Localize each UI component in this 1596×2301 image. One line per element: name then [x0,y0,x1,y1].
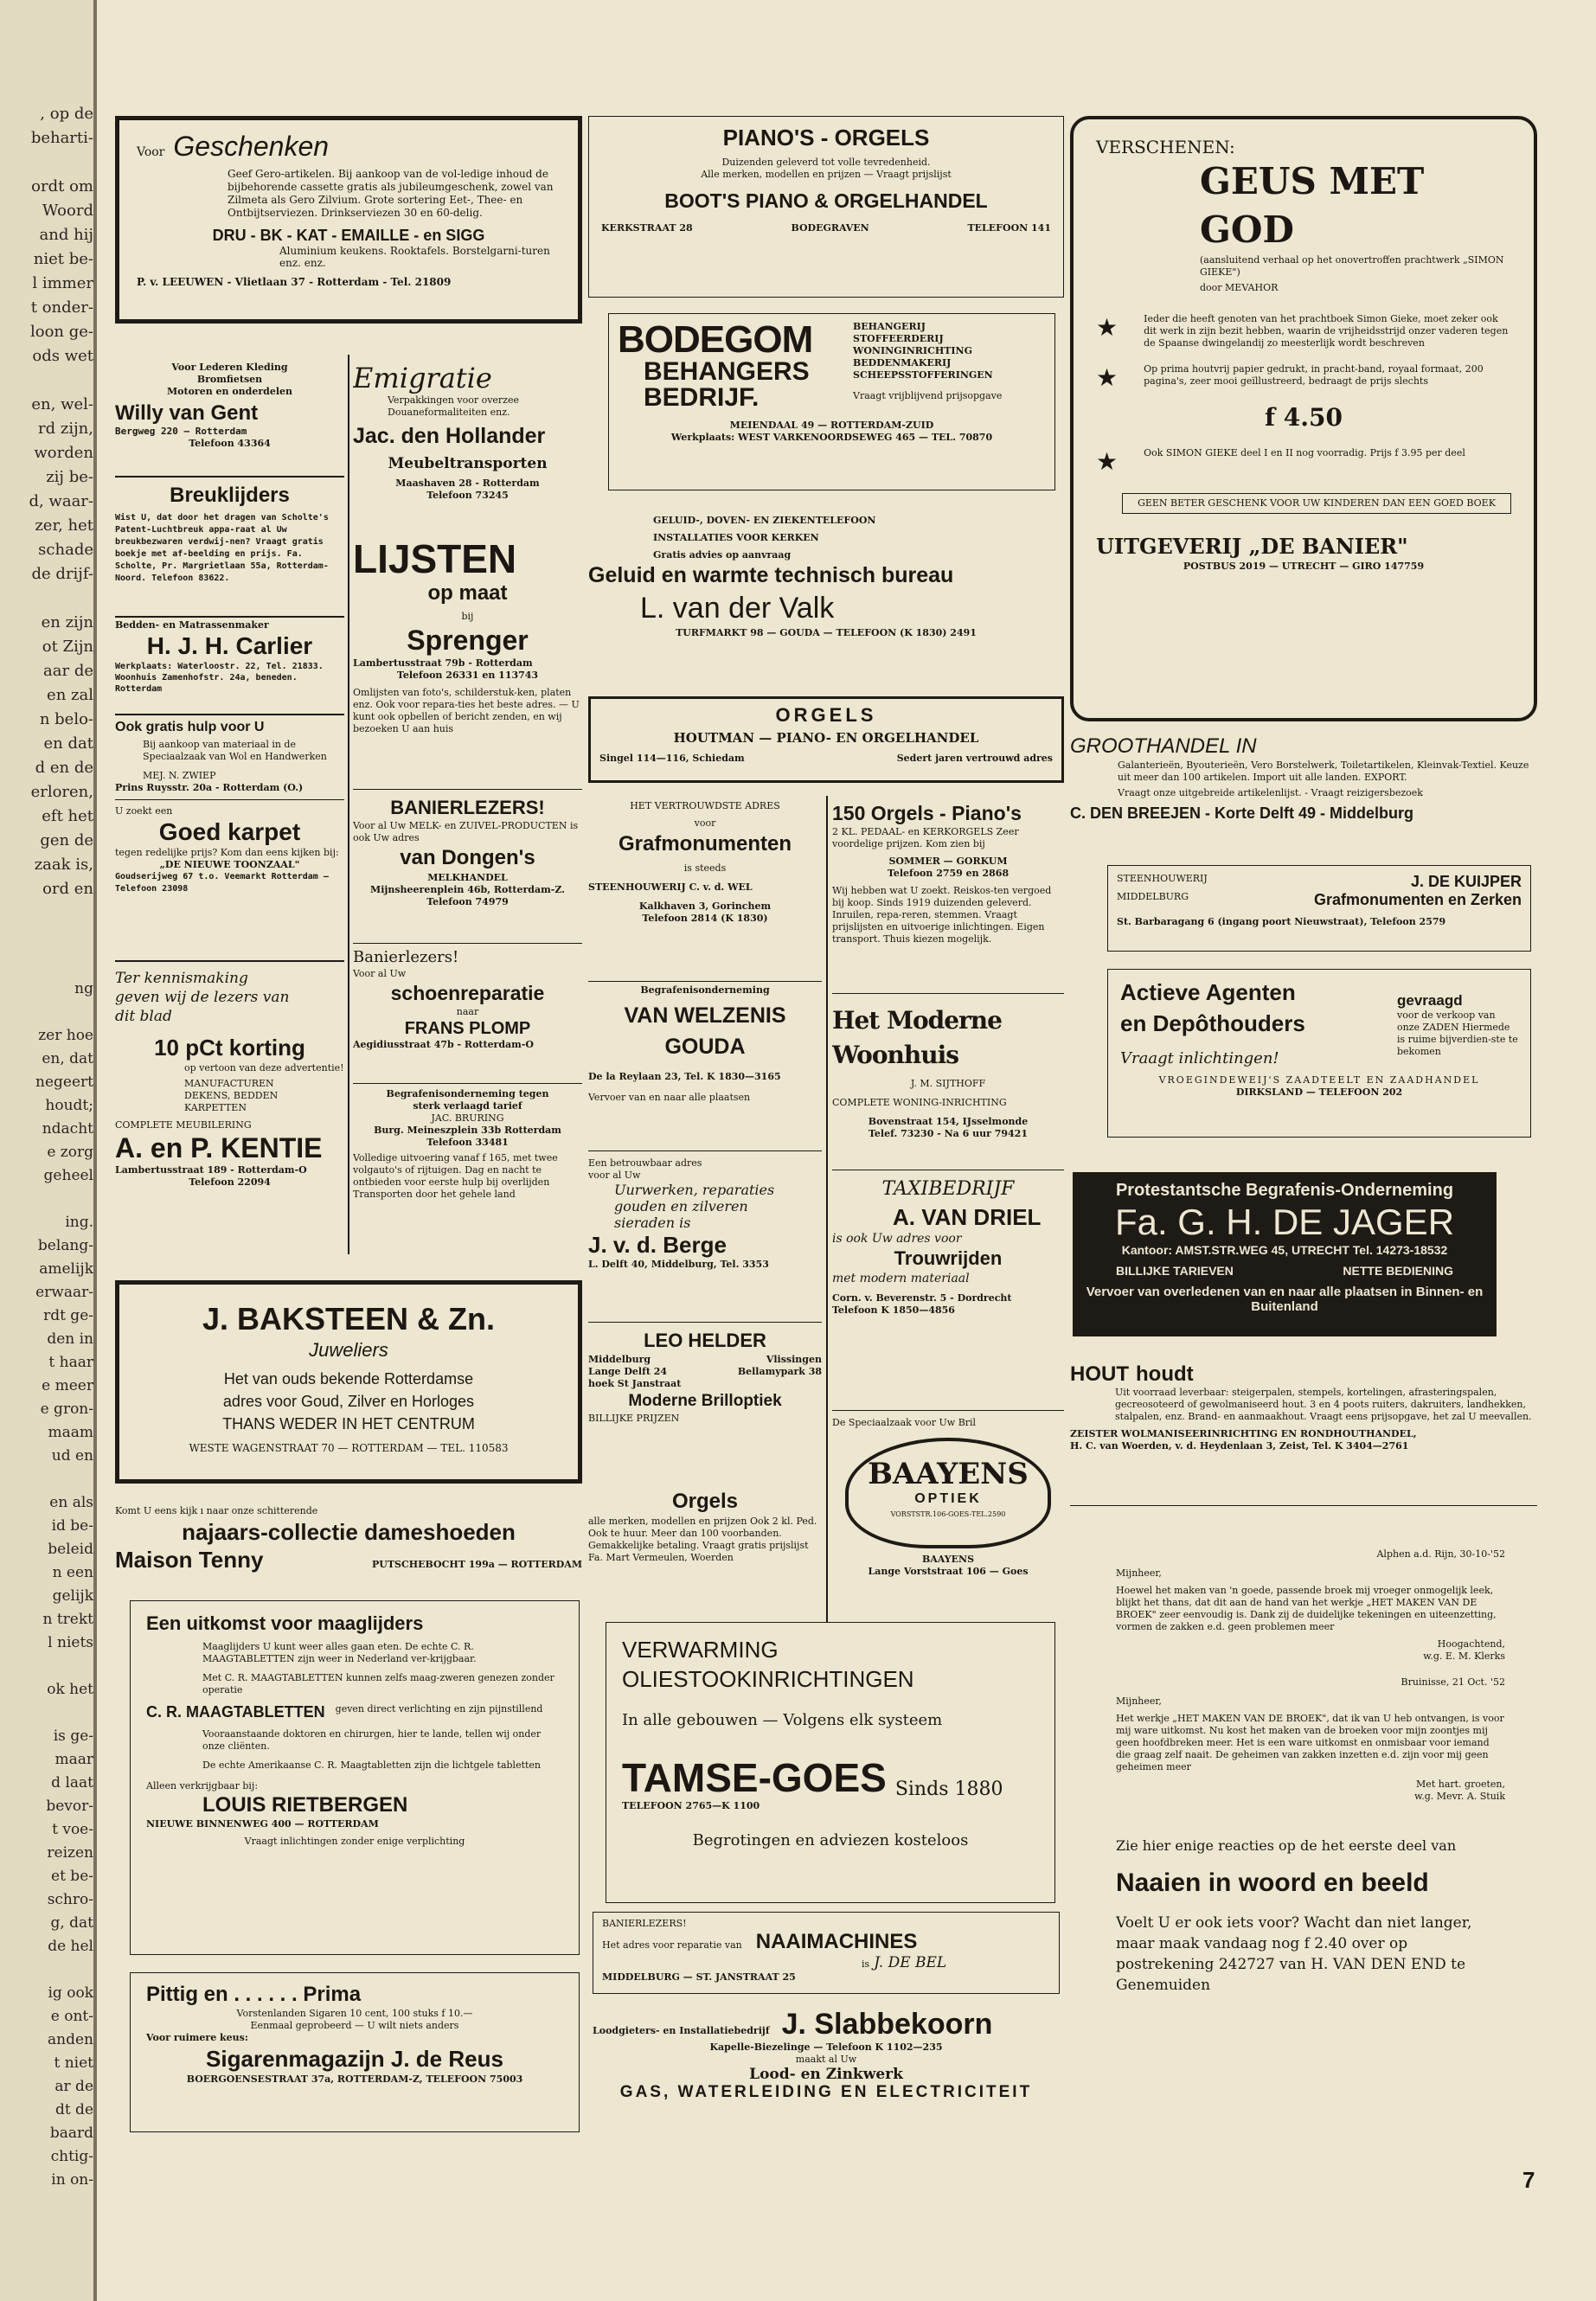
ad-line: Gratis advies op aanvraag [653,549,792,561]
star-icon: ★ [1096,363,1118,392]
ad-van-der-valk [588,515,1064,679]
previous-page-text-lower: ng zer hoe en, dat negeert houdt; ndacht e zorg geheel ing. belang- amelijk erwaar- rdt ge- den in t haar e meer e gron- maam ud en en als id be- beleid n een gelijk n trekt l niets ok het is ge- maar d laat bevor- t voe- reizen et be- schro- g, dat de hel ig ook e ont- anden t niet ar de dt de baard chtig- in on- [35,980,93,2189]
ad-footer: GAS, WATERLEIDING EN ELECTRICITEIT [619,2083,1033,2101]
ad-title: Geschenken [173,131,330,162]
ad-phone: Telefoon 73245 [426,490,509,501]
ad-line: VERSCHENEN: [1096,137,1235,157]
ad-since: Sinds 1880 [894,1779,1003,1800]
ad-title: Een uitkomst voor maaglijders [146,1612,424,1634]
ad-name: LEO HELDER [644,1330,766,1351]
ad-title: GROOTHANDEL IN [1070,734,1257,758]
ad-naaimachines [593,1912,1060,1994]
letter-signature: w.g. Mevr. A. Stuik [1414,1791,1505,1802]
ad-body: Vooraanstaande doktoren en chirurgen, hier te lande, tellen wij onder onze cliënten. [202,1728,542,1752]
ad-title: GEUS MET GOD [1200,160,1425,251]
ad-line: Begrafenisonderneming [640,984,770,996]
logo-text: BEDRIJF. [644,383,760,412]
ad-title: Willy van Gent [115,401,259,425]
ad-name: J. DE KUIJPER [1410,873,1522,890]
ad-name: ZEISTER WOLMANISEERINRICHTING EN RONDHOUTHANDEL, [1070,1428,1417,1439]
ad-address: Corn. v. Beverenstr. 5 - Dordrecht [832,1292,1012,1304]
ad-name: MEJ. N. ZWIEP [143,770,216,781]
ad-address: De la Reylaan 23, Tel. K 1830—3165 [588,1071,781,1082]
ad-footer: Vervoer van en naar alle plaatsen [588,1092,751,1103]
ad-name: Sprenger [407,625,529,656]
ad-city: MIDDELBURG [1117,891,1189,902]
divider [115,476,344,478]
ad-line: gevraagd [1397,992,1463,1009]
ad-line: sieraden is [614,1215,691,1231]
ad-phone: TELEFOON 141 [967,222,1051,234]
ad-price: f 4.50 [1265,403,1343,432]
ad-van-welzenis [588,984,822,1127]
ad-address: hoek St Janstraat [588,1378,682,1389]
ad-leo-helder [588,1328,822,1458]
ad-products: DRU - BK - KAT - EMAILLE - en SIGG [212,227,485,244]
divider [353,943,582,944]
ad-title: Goed karpet [158,818,301,845]
ad-name: J. BAKSTEEN & Zn. [202,1301,496,1336]
divider [588,981,822,982]
logo-text: BEHANGERS [644,357,810,386]
ad-footer: Vraagt inlichtingen zonder enige verplichting [244,1836,465,1847]
ad-line: Vorstenlanden Sigaren 10 cent, 100 stuks f 10.— [236,2008,473,2019]
ad-groothandel [1070,734,1537,855]
ad-body: 2 KL. PEDAAL- en KERKORGELS Zeer voordelige prijzen. Kom zien bij [832,826,1019,849]
baayens-logo [845,1438,1051,1548]
ad-body: Ook SIMON GIEKE deel I en II nog voorradig. Prijs f 3.95 per deel [1144,447,1465,458]
ad-phone: Telefoon 2759 en 2868 [887,868,1010,879]
ad-geus-met-god [1070,116,1537,721]
logo-sub: OPTIEK [914,1491,982,1506]
ad-de-reus [130,1972,580,2132]
ad-de-kuijper [1107,865,1531,952]
ad-address: H. C. van Woerden, v. d. Heydenlaan 3, Zeist, Tel. K 3404—2761 [1070,1440,1409,1452]
divider [115,799,344,800]
ad-line: Begrafenisonderneming tegen [386,1088,549,1099]
ad-orgels-vermeulen [588,1488,822,1605]
ad-title: 150 Orgels - Piano's [832,802,1022,824]
ad-body: Voelt U er ook iets voor? Wacht dan niet langer, maar maak vandaag nog f 2.40 over op postrekening 242727 van H. VAN DEN END te Genemuiden [1116,1914,1472,1994]
ad-address: POSTBUS 2019 — UTRECHT — GIRO 147759 [1183,561,1425,572]
divider [115,714,344,715]
ad-phone: Telefoon 2814 (K 1830) [642,913,768,924]
ad-slabbekoorn [593,2007,1060,2128]
divider [832,993,1064,994]
ad-address: Singel 114—116, Schiedam [599,753,745,764]
ad-willy-van-gent [115,362,344,470]
ad-service: schoenreparatie [390,982,545,1004]
divider [353,789,582,790]
ad-body: Uit voorraad leverbaar: steigerpalen, stempels, kortelingen, afrasteringspalen, gecreosoteerd of gewolmaniseerd hout. 3 en 4 poots ruiters, dakruiters, landhekken, stalpalen, enz. Brand- en aanmaakhout. Vraagt eens prijsopgave, het zal U meevallen. [1115,1387,1532,1422]
ad-line: bij [461,611,474,622]
ad-title: houdt [1136,1362,1194,1386]
ad-body: De echte Amerikaanse C. R. Maagtabletten zijn die lichtgele tabletten [202,1759,542,1771]
ad-body: Op prima houtvrij papier gedrukt, in pracht-band, royaal formaat, 200 pagina's, zeer mooi geïllustreerd, bedraagt de prijs slechts [1144,363,1484,387]
ad-address: Maashaven 28 - Rotterdam [395,478,540,489]
ad-line: HET VERTROUWDSTE ADRES [630,800,780,811]
ad-line: Bromfietsen [196,374,263,385]
ad-name: J. DE BEL [874,1954,947,1971]
ad-name: A. VAN DRIEL [893,1204,1042,1230]
ad-name: Fa. G. H. DE JAGER [1114,1202,1455,1242]
ad-goed-karpet [115,720,344,979]
ad-line: Bedden- en Matrassenmaker [115,619,269,631]
ad-name: TAMSE-GOES [622,1755,887,1800]
ad-footer: Vervoer van overledenen van en naar alle plaatsen in Binnen- en Buitenland [1086,1285,1484,1314]
ad-body: Omlijsten van foto's, schilderstuk-ken, platen enz. Ook voor repara-ties het beste adres. — U kunt ook opbellen of bericht zenden, en wij bezoeken U aan huis [353,687,580,734]
ad-emigratie [353,362,582,535]
ad-name: Sigarenmagazijn J. de Reus [206,2046,503,2072]
ad-line: NETTE BEDIENING [1343,1264,1453,1278]
ad-sub: MELKHANDEL [427,872,508,883]
ad-tamse-goes [606,1622,1055,1903]
ad-footer: P. v. LEEUWEN - Vlietlaan 37 - Rotterdam - Tel. 21809 [137,276,452,288]
ad-sijthoff [832,1003,1064,1155]
ad-naaien-in-woord-en-beeld [1116,1548,1505,2119]
ad-body: Verpakkingen voor overzee Douaneformaliteiten enz. [388,394,520,418]
ad-name: J. Slabbekoorn [781,2008,993,2041]
ad-address: WESTE WAGENSTRAAT 70 — ROTTERDAM — TEL. 110583 [189,1442,509,1454]
ad-title: Banierlezers! [353,948,459,966]
ad-line: voor al Uw [588,1170,641,1181]
ad-address: St. Barbaragang 6 (ingang poort Nieuwstraat), Telefoon 2579 [1117,916,1446,927]
ad-vroegindeweij [1107,969,1531,1138]
ad-van-driel [832,1176,1064,1332]
ad-name: BOOT'S PIANO & ORGELHANDEL [664,189,988,212]
ad-line: Ook gratis hulp voor U [115,720,265,734]
ad-lijsten [353,536,582,770]
ad-de-jager [1073,1172,1497,1336]
ad-name: C. DEN BREEJEN - Korte Delft 49 - Middelburg [1070,804,1414,822]
ad-service: Lood- en Zinkwerk [749,2066,903,2083]
ad-shop: „DE NIEUWE TOONZAAL" [159,859,300,870]
column-rule [348,355,349,1254]
ad-phone: Telefoon 43364 [189,438,271,449]
ad-line: Loodgieters- en Installatiebedrijf [593,2025,770,2036]
divider [115,616,344,618]
ad-maison-tenny [115,1505,582,1583]
ad-line: Komt U eens kijk ı naar onze schitterende [115,1505,318,1516]
ad-list: BEHANGERIJ STOFFEERDERIJ WONINGINRICHTING BEDDENMAKERIJ SCHEEPSSTOFFERINGEN [853,321,993,381]
letter-closing: Met hart. groeten, [1416,1779,1505,1790]
ad-name: A. en P. KENTIE [115,1132,323,1163]
ad-brand: C. R. MAAGTABLETTEN [146,1703,325,1721]
ad-line: is steeds [683,862,727,874]
ad-title: NAAIMACHINES [755,1930,918,1953]
ad-name: Jac. den Hollander [353,424,546,448]
ad-line: adres voor Goud, Zilver en Horloges [222,1393,475,1410]
ad-name: VAN WELZENIS [624,1003,786,1028]
ad-title: TAXIBEDRIJF [881,1178,1015,1200]
ad-address: Lange Vorststraat 106 — Goes [868,1566,1029,1577]
ad-body: Wij hebben wat U zoekt. Reiskos-ten vergoed bij koop. Sinds 1919 duizenden geleverd. Inruilen, repa-reren, stemmen. Vraagt prijslijsten en uitvoerige inlichtingen. Eigen transport. Thuis kiezen mogelijk. [832,885,1052,945]
ad-address: NIEUWE BINNENWEG 400 — ROTTERDAM [146,1818,379,1830]
logo-text: BAAYENS [868,1457,1029,1491]
ad-body: Wist U, dat door het dragen van Scholte's Patent-Luchtbreuk appa-raat al Uw breukbezwaren verdwij-nen? Vraagt gratis boekje met af-beelding en prijs. Fa. Scholte, Pr. Margrietlaan 55a, Rotterdam-Noord. Telefoon 83622. [115,513,329,583]
ad-name: HOUTMAN — PIANO- EN ORGELHANDEL [673,730,979,746]
ad-publisher: UITGEVERIJ „DE BANIER" [1096,534,1408,559]
ad-address: MIDDELBURG — ST. JANSTRAAT 25 [602,1971,796,1983]
ad-tagline: Sedert jaren vertrouwd adres [896,753,1053,764]
ad-address: TURFMARKT 98 — GOUDA — TELEFOON (K 1830) 2491 [676,627,977,638]
ad-address: L. Delft 40, Middelburg, Tel. 3353 [588,1259,769,1270]
ad-address: Kantoor: AMST.STR.WEG 45, UTRECHT Tel. 14273-18532 [1121,1243,1448,1257]
ad-sub: Meubeltransporten [388,455,548,472]
ad-boots-piano [588,116,1064,298]
ad-van-der-wel [588,800,822,977]
letter-date: Alphen a.d. Rijn, 30-10-'52 [1376,1548,1505,1560]
ad-body: geven direct verlichting en zijn pijnstillend [335,1703,543,1715]
ad-baayens [832,1417,1064,1599]
ad-body: Volledige uitvoering vanaf f 165, met twee volgauto's of rijtuigen. Dag en nacht te ontbieden voor eerste hulp bij overlijden Transporten door het gehele land [353,1152,558,1200]
ad-address: Lambertusstraat 189 - Rotterdam-O [115,1164,307,1176]
ad-voor: Voor [137,145,165,159]
ad-city: Vlissingen [766,1354,822,1365]
ad-body: Voor al Uw MELK- en ZUIVEL-PRODUCTEN is ook Uw adres [353,820,579,843]
ad-address: Goudserijweg 67 t.o. Veemarkt Rotterdam — Telefoon 23098 [115,872,329,894]
ad-sub: (aansluitend verhaal op het onovertroffen prachtwerk „SIMON GIEKE") [1200,254,1504,278]
ad-line: Vraagt vrijblijvend prijsopgave [853,390,1003,401]
ad-line: THANS WEDER IN HET CENTRUM [222,1415,475,1433]
ad-geschenken [115,116,582,324]
ad-name: VROEGINDEWEIJ'S ZAADTEELT EN ZAADHANDEL [1158,1074,1480,1086]
ad-title: HOUT [1070,1362,1129,1386]
ad-address: Prins Ruysstr. 20a - Rotterdam (O.) [115,782,304,793]
ad-phone: Telefoon 26331 en 113743 [396,670,539,681]
ad-name: J. M. SIJTHOFF [910,1078,986,1089]
ad-maagtabletten [130,1600,580,1955]
ad-name: LOUIS RIETBERGEN [202,1793,408,1817]
ad-title: H. J. H. Carlier [146,632,313,659]
ad-bodegom [608,313,1055,490]
ad-name: J. v. d. Berge [588,1232,727,1258]
ad-address: DIRKSLAND — TELEFOON 202 [1235,1086,1403,1098]
ad-line: BANIERLEZERS! [602,1918,687,1929]
ad-address: BOERGOENSESTRAAT 37a, ROTTERDAM-Z, TELEFOON 75003 [186,2073,523,2085]
ad-sub: Juweliers [309,1339,388,1361]
ad-body: Met C. R. MAAGTABLETTEN kunnen zelfs maag-zweren genezen zonder operatie [202,1672,554,1695]
ad-footer: BILLIJKE PRIJZEN [588,1413,680,1424]
ad-line: Protestantsche Begrafenis-Onderneming [1115,1181,1454,1200]
ad-title: PIANO'S - ORGELS [722,125,930,151]
ad-intro: Zie hier enige reacties op de het eerste deel van [1116,1837,1457,1854]
ad-title: Geluid en warmte technisch bureau [588,563,954,587]
ad-phone: Telef. 73230 - Na 6 uur 79421 [869,1128,1028,1139]
ad-line: naar [456,1006,479,1017]
ad-line: INSTALLATIES VOOR KERKEN [653,532,819,543]
ad-title: najaars-collectie dameshoeden [182,1519,516,1545]
ad-line: De Speciaalzaak voor Uw Bril [832,1417,977,1428]
ad-name: JAC. BRURING [431,1112,504,1124]
ad-address: Lange Delft 24 [588,1366,668,1377]
ad-address: KERKSTRAAT 28 [601,222,693,234]
ad-slogan: GEEN BETER GESCHENK VOOR UW KINDEREN DAN EEN GOED BOEK [1138,497,1496,509]
ad-line: Voor al Uw [353,968,407,979]
ad-address: Burg. Meineszplein 33b Rotterdam [374,1125,561,1136]
letter-body: Hoewel het maken van 'n goede, passende broek mij vroeger onmogelijk leek, blijkt het thans, dat dit aan de hand van het werkje „HET MAKEN VAN DE BROEK" zeer eenvoudig is. Dank zij de duidelijke tekeningen en uiteenzetting, vormen de zakken e.d. geen problemen meer [1116,1585,1497,1632]
logo-text: BODEGOM [618,318,813,361]
ad-address: Bergweg 220 — Rotterdam [115,426,247,437]
ad-line: maakt al Uw [795,2054,857,2065]
divider [832,1410,1064,1411]
ad-title: BANIERLEZERS! [390,797,545,818]
ad-line: Vraagt onze uitgebreide artikelenlijst. - Vraagt reizigersbezoek [1118,787,1423,798]
ad-title: Pittig en . . . . . . Prima [146,1983,362,2006]
ad-footer: Begrotingen en adviezen kosteloos [692,1831,969,1849]
ad-address: Mijnsheerenplein 46b, Rotterdam-Z. Telefoon 74979 [370,884,565,907]
previous-page-text-upper: , op de beharti- ordt om Woord and hij niet be- l immer t onder- loon ge- ods wet en, wel- rd zijn, worden zij be- d, waar- zer, het schade de drijf- en zijn ot Zijn aar de en zal n belo- en dat d en de erloren, eft het gen de zaak is, ord en [29,105,93,898]
ad-intro: Ter kennismaking geven wij de lezers van dit blad [115,970,290,1025]
star-icon: ★ [1096,313,1118,342]
divider [588,1150,822,1151]
ad-title: Emigratie [353,362,492,394]
divider [353,1083,582,1084]
letter-signature: w.g. E. M. Klerks [1423,1650,1505,1662]
previous-page-margin [0,0,97,2301]
ad-address: Bellamypark 38 [737,1366,822,1377]
ad-line: Motoren en onderdelen [166,386,293,397]
ad-line: Vraagt inlichtingen! [1120,1049,1279,1067]
ad-line: STEENHOUWERIJ [1117,873,1208,884]
ad-frans-plomp [353,947,582,1068]
ad-body: Werkplaats: Waterloostr. 22, Tel. 21833. Woonhuis Zamenhofstr. 24a, beneden. Rotterdam [115,662,324,694]
ad-address: MEIENDAAL 49 — ROTTERDAM-ZUID [729,420,934,431]
ad-name: Maison Tenny [115,1547,264,1573]
ad-line: GELUID-, DOVEN- EN ZIEKENTELEFOON [653,515,876,526]
ad-line: Het van ouds bekende Rotterdamse [223,1370,474,1388]
ad-list: MANUFACTUREN DEKENS, BEDDEN KARPETTEN [184,1078,279,1113]
ad-baksteen [115,1280,582,1484]
ad-sub: Grafmonumenten en Zerken [1313,891,1522,908]
ad-address: Kalkhaven 3, Gorinchem [638,901,772,912]
ad-title: Het Moderne Woonhuis [832,1006,1002,1069]
ad-city: GOUDA [664,1035,746,1059]
ad-name: L. van der Valk [640,592,835,625]
ad-line: U zoekt een [115,805,173,817]
ad-city: Middelburg [588,1354,651,1365]
letter-greeting: Mijnheer, [1116,1567,1162,1579]
ad-sub: op vertoon van deze advertentie! [184,1062,344,1074]
ad-title: Orgels [671,1490,739,1513]
ad-line: COMPLETE MEUBILERING [115,1119,252,1131]
ad-line: In alle gebouwen — Volgens elk systeem [622,1711,943,1729]
ad-line: Alle merken, modellen en prijzen — Vraagt prijslijst [701,169,952,180]
ad-line: Uurwerken, reparaties [614,1182,775,1198]
ad-address: Bovenstraat 154, IJsselmonde [868,1116,1029,1127]
ad-service: Trouwrijden [894,1247,1003,1269]
ad-city: BODEGRAVEN [791,222,869,234]
ad-title: 10 pCt korting [154,1035,305,1061]
ad-line: Voor ruimere keus: [146,2032,248,2043]
divider [588,1322,822,1323]
ad-address: Lambertusstraat 79b - Rotterdam [353,657,533,669]
ad-sub: op maat [427,581,508,605]
ad-line: sterk verlaagd tarief [413,1100,522,1112]
letter-date: Bruinisse, 21 Oct. '52 [1401,1676,1505,1688]
ad-title: en Depôthouders [1120,1010,1305,1036]
ad-line: Eenmaal geprobeerd — U wilt niets anders [250,2020,459,2031]
ad-title: Naaien in woord en beeld [1116,1868,1429,1897]
ad-body: Galanterieën, Byouterieën, Vero Borstelwerk, Toiletartikelen, Kleinvak-Textiel. Keuze uit meer dan 100 artikelen. Import uit alle landen. EXPORT. [1118,760,1529,783]
ad-body: Geef Gero-artikelen. Bij aankoop van de vol-ledige inhoud de bijbehorende cassette gratis als jubileumgeschenk, zowel van Zilmeta als Gero Zilvium. Grote sortering Eet-, Thee- en Ontbijtserviezen. Drinkserviezen 30 en 60-delig. [228,168,554,219]
divider [115,960,344,962]
ad-title: VERWARMING OLIESTOOKINRICHTINGEN [622,1637,914,1692]
ad-name: SOMMER — GORKUM [888,856,1008,867]
ad-address: Kapelle-Biezelinge — Telefoon K 1102—235 [709,2041,943,2053]
ad-sub: COMPLETE WONING-INRICHTING [832,1097,1007,1108]
ad-line: Het adres voor reparatie van [602,1939,742,1951]
logo-ring-text: VORSTSTR.106-GOES-TEL.2590 [890,1510,1006,1518]
ad-body: tegen redelijke prijs? Kom dan eens kijken bij: [115,847,339,858]
ad-author: door MEVAHOR [1200,282,1279,293]
ad-line: is [862,1958,870,1970]
ad-line: is ook Uw adres voor [832,1232,962,1246]
page-number: 7 [1522,2167,1535,2193]
ad-title: Breuklijders [170,484,290,507]
ad-name: FRANS PLOMP [404,1019,531,1038]
ad-bruring [353,1088,582,1253]
ad-title: LIJSTEN [353,536,517,581]
ad-title: Moderne Brilloptiek [628,1392,782,1410]
ad-title: ORGELS [775,704,877,726]
ad-body: Bij aankoop van materiaal in de Speciaalzaak van Wol en Handwerken [143,739,327,762]
ad-line: voor [694,817,716,829]
ad-van-dongen [353,796,582,939]
ad-breuklijders [115,483,344,612]
ad-line: gouden en zilveren [614,1198,748,1215]
ad-name: STEENHOUWERIJ C. v. d. WEL [588,881,753,893]
ad-inner-box [1122,493,1511,514]
ad-phone: TELEFOON 2765—K 1100 [622,1800,760,1811]
ad-body: Maaglijders U kunt weer alles gaan eten. De echte C. R. MAAGTABLETTEN zijn weer in Nederland ver-krijgbaar. [202,1641,477,1664]
ad-carlier [115,619,344,715]
ad-line: Een betrouwbaar adres [588,1157,702,1169]
ad-address: Aegidiusstraat 47b - Rotterdam-O [353,1039,534,1050]
ad-body: alle merken, modellen en prijzen Ook 2 kl. Ped. Ook te huur. Meer dan 100 voorbanden. Gemakkelijke betaling. Vraagt gratis prijslijst Fa. Mart Vermeulen, Woerden [588,1516,817,1563]
ad-phone: Telefoon 22094 [189,1176,271,1188]
ad-kentie [115,969,344,1250]
letter-body: Het werkje „HET MAKEN VAN DE BROEK", dat ik van U heb ontvangen, is voor mij ware uitkomst. Nu kost het maken van de broeken voor mijn zoontjes mij geen hoofdbreken meer. Het is een ware uitkomst en onmisbaar voor iemand die graag zelf naait. De geheimen van zakken inzetten e.d. zijn voor mij geen geheimen meer [1116,1713,1504,1772]
star-icon: ★ [1096,447,1118,476]
ad-body: Ieder die heeft genoten van het prachtboek Simon Gieke, moet zeker ook dit werk in zijn bezit hebben, waarin de vrijheidsstrijd onzer vaderen tegen de Spaanse dwingelandij zo meesterlijk wordt beschreven [1144,313,1509,349]
ad-line: BILLIJKE TARIEVEN [1116,1264,1234,1278]
ad-line: Voor Lederen Kleding [171,362,288,373]
ad-body: voor de verkoop van onze ZADEN Hiermede is ruime bijverdien-ste te bekomen [1397,1009,1518,1057]
ad-houtman [588,696,1064,783]
ad-hout-houdt [1070,1362,1537,1492]
ad-title: Grafmonumenten [618,832,792,856]
letter-closing: Hoogachtend, [1437,1638,1505,1650]
ad-phone: Telefoon 33481 [426,1137,509,1148]
ad-title: Actieve Agenten [1120,979,1296,1005]
ad-line: Duizenden geleverd tot volle tevredenheid. [721,157,931,168]
ad-line: met modern materiaal [832,1272,970,1285]
letter-greeting: Mijnheer, [1116,1695,1162,1707]
ad-van-der-berge [588,1157,822,1309]
divider [1070,1505,1537,1506]
ad-phone: Telefoon K 1850—4856 [832,1304,955,1316]
ad-address: PUTSCHEBOCHT 199a — ROTTERDAM [372,1559,582,1570]
ad-name: van Dongen's [400,846,535,869]
ad-sub: Aluminium keukens. Rooktafels. Borstelgarni-turen enz. enz. [279,245,550,269]
bodegom-logo [618,318,843,412]
ad-name: BAAYENS [921,1554,975,1565]
column-rule [826,796,828,1752]
ad-line: Alleen verkrijgbaar bij: [146,1780,259,1791]
ad-address: Werkplaats: WEST VARKENOORDSEWEG 465 — TEL. 70870 [670,432,993,443]
